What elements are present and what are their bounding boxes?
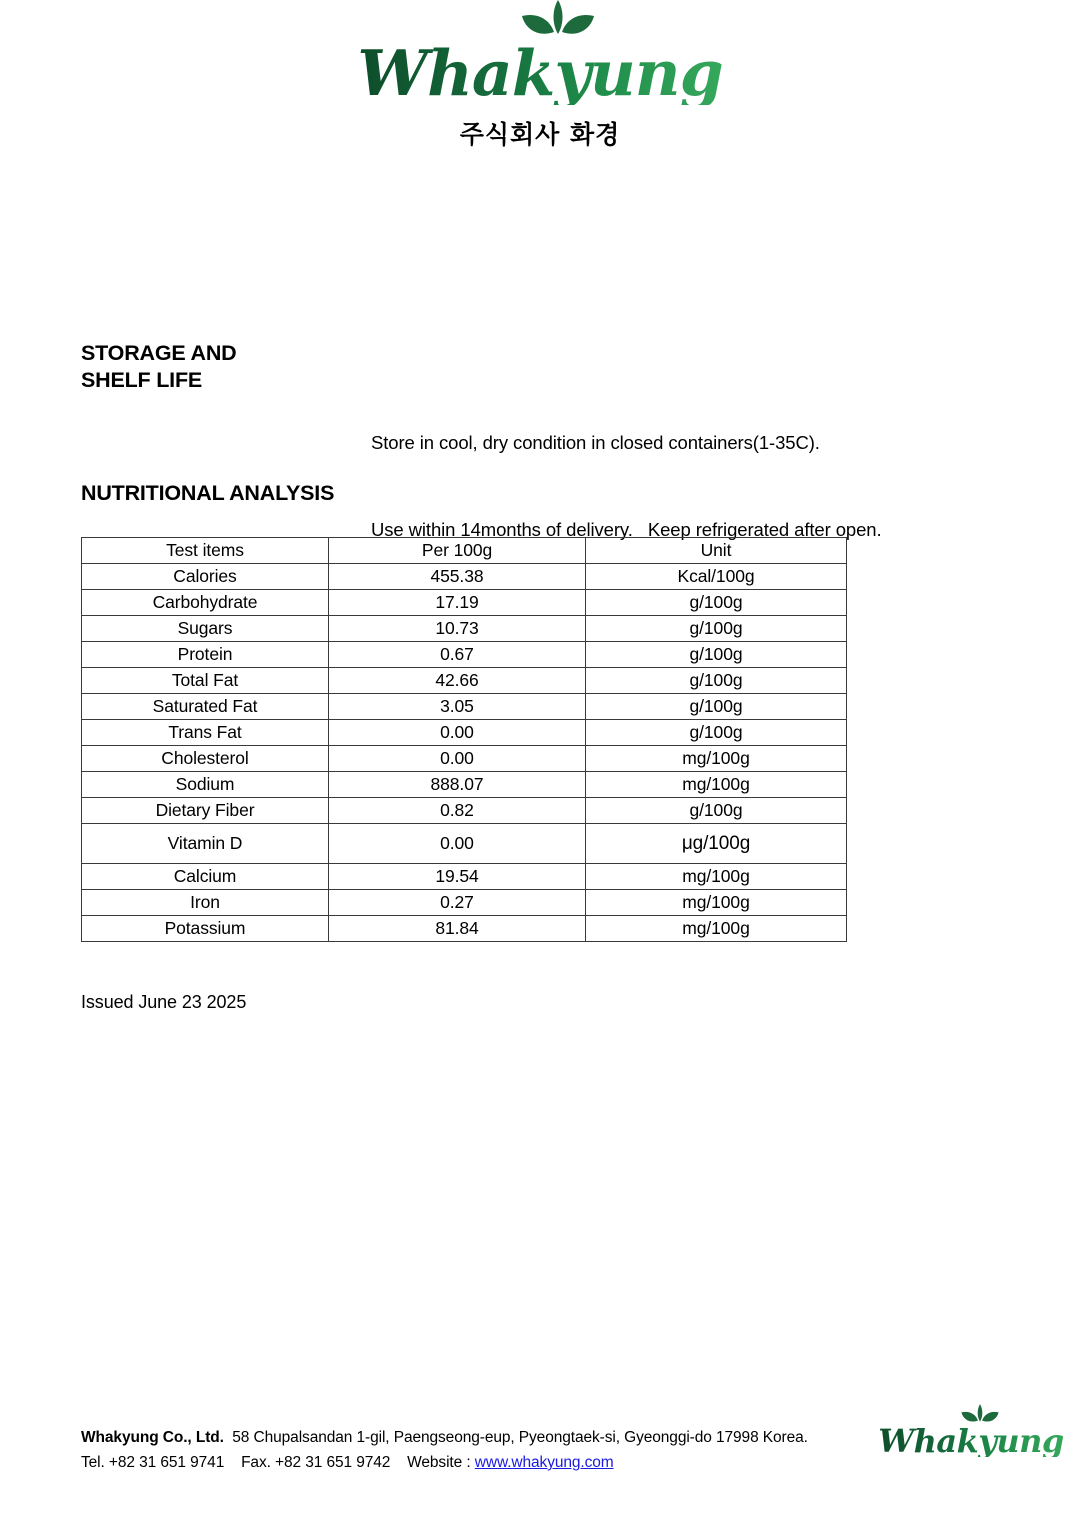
cell-per-100g: 455.38 [329, 564, 586, 590]
cell-unit: mg/100g [586, 772, 847, 798]
table-row [82, 746, 847, 772]
cell-test-item: Calories [82, 564, 329, 590]
table-row [82, 798, 847, 824]
table-header [82, 538, 847, 564]
cell-per-100g: 0.00 [329, 824, 586, 864]
table-row [82, 668, 847, 694]
column-header-test-items: Test items [82, 538, 329, 564]
table-row [82, 694, 847, 720]
nutritional-analysis-table [81, 537, 847, 942]
cell-unit: mg/100g [586, 864, 847, 890]
cell-unit: g/100g [586, 642, 847, 668]
cell-test-item: Calcium [82, 864, 329, 890]
cell-per-100g: 0.27 [329, 890, 586, 916]
cell-unit: mg/100g [586, 746, 847, 772]
cell-unit: g/100g [586, 720, 847, 746]
column-header-per-100g: Per 100g [329, 538, 586, 564]
cell-per-100g: 0.00 [329, 720, 586, 746]
table-row [82, 864, 847, 890]
cell-test-item: Potassium [82, 916, 329, 942]
footer-company-name: Whakyung Co., Ltd. [81, 1429, 224, 1446]
cell-per-100g: 17.19 [329, 590, 586, 616]
cell-test-item: Iron [82, 890, 329, 916]
cell-unit: g/100g [586, 668, 847, 694]
cell-unit: g/100g [586, 590, 847, 616]
table-header-row [82, 538, 847, 564]
cell-test-item: Cholesterol [82, 746, 329, 772]
table-row [82, 772, 847, 798]
footer-website-link[interactable]: www.whakyung.com [474, 1454, 614, 1471]
cell-unit: g/100g [586, 798, 847, 824]
cell-per-100g: 10.73 [329, 616, 586, 642]
table-row [82, 642, 847, 668]
table-row [82, 720, 847, 746]
brand-wordmark: Whakyung [357, 36, 723, 110]
table-row [82, 590, 847, 616]
nutritional-analysis-title: NUTRITIONAL ANALYSIS [81, 481, 335, 505]
storage-body-line1: Store in cool, dry condition in closed containers(1-35C). [371, 432, 820, 453]
footer-website-label: Website : [407, 1454, 475, 1471]
cell-test-item: Sodium [82, 772, 329, 798]
cell-test-item: Vitamin D [82, 824, 329, 864]
footer-fax: Fax. +82 31 651 9742 [241, 1454, 391, 1471]
table-row [82, 824, 847, 864]
cell-per-100g: 0.82 [329, 798, 586, 824]
cell-unit: μg/100g [586, 824, 847, 864]
cell-test-item: Trans Fat [82, 720, 329, 746]
cell-per-100g: 0.00 [329, 746, 586, 772]
footer-spacer-3 [390, 1454, 407, 1471]
cell-test-item: Total Fat [82, 668, 329, 694]
table-row [82, 890, 847, 916]
issued-date: Issued June 23 2025 [81, 992, 247, 1012]
cell-per-100g: 0.67 [329, 642, 586, 668]
table-body [82, 564, 847, 942]
table-row [82, 916, 847, 942]
storage-heading-line1: STORAGE AND [81, 341, 237, 365]
footer-spacer-2 [224, 1454, 241, 1471]
leaf-sprig-icon-footer [949, 1403, 1011, 1430]
storage-heading-line2: SHELF LIFE [81, 368, 203, 392]
cell-unit: g/100g [586, 694, 847, 720]
footer-tel: Tel. +82 31 651 9741 [81, 1454, 225, 1471]
company-logo-header [0, 36, 1080, 151]
table-row [82, 564, 847, 590]
cell-test-item: Protein [82, 642, 329, 668]
cell-unit: mg/100g [586, 890, 847, 916]
cell-per-100g: 888.07 [329, 772, 586, 798]
column-header-unit: Unit [586, 538, 847, 564]
cell-per-100g: 19.54 [329, 864, 586, 890]
footer-brand-wordmark: Whakyung [878, 1422, 1064, 1460]
footer-address: 58 Chupalsandan 1-gil, Paengseong-eup, Pyeongtaek-si, Gyeonggi-do 17998 Korea. [232, 1429, 808, 1446]
cell-test-item: Carbohydrate [82, 590, 329, 616]
cell-per-100g: 3.05 [329, 694, 586, 720]
cell-test-item: Sugars [82, 616, 329, 642]
storage-heading [81, 340, 361, 394]
company-logo-footer [876, 1422, 1066, 1460]
brand-korean-name: 주식회사 화경 [459, 120, 621, 149]
logo-mark [357, 36, 723, 110]
cell-test-item: Dietary Fiber [82, 798, 329, 824]
cell-per-100g: 81.84 [329, 916, 586, 942]
cell-test-item: Saturated Fat [82, 694, 329, 720]
leaf-sprig-icon [498, 0, 618, 50]
storage-body-line2: Use within 14months of delivery. Keep refrigerated after open. [371, 519, 882, 540]
cell-unit: mg/100g [586, 916, 847, 942]
footer-logo-mark [878, 1422, 1064, 1460]
table-row [82, 616, 847, 642]
cell-per-100g: 42.66 [329, 668, 586, 694]
cell-unit: g/100g [586, 616, 847, 642]
cell-unit: Kcal/100g [586, 564, 847, 590]
